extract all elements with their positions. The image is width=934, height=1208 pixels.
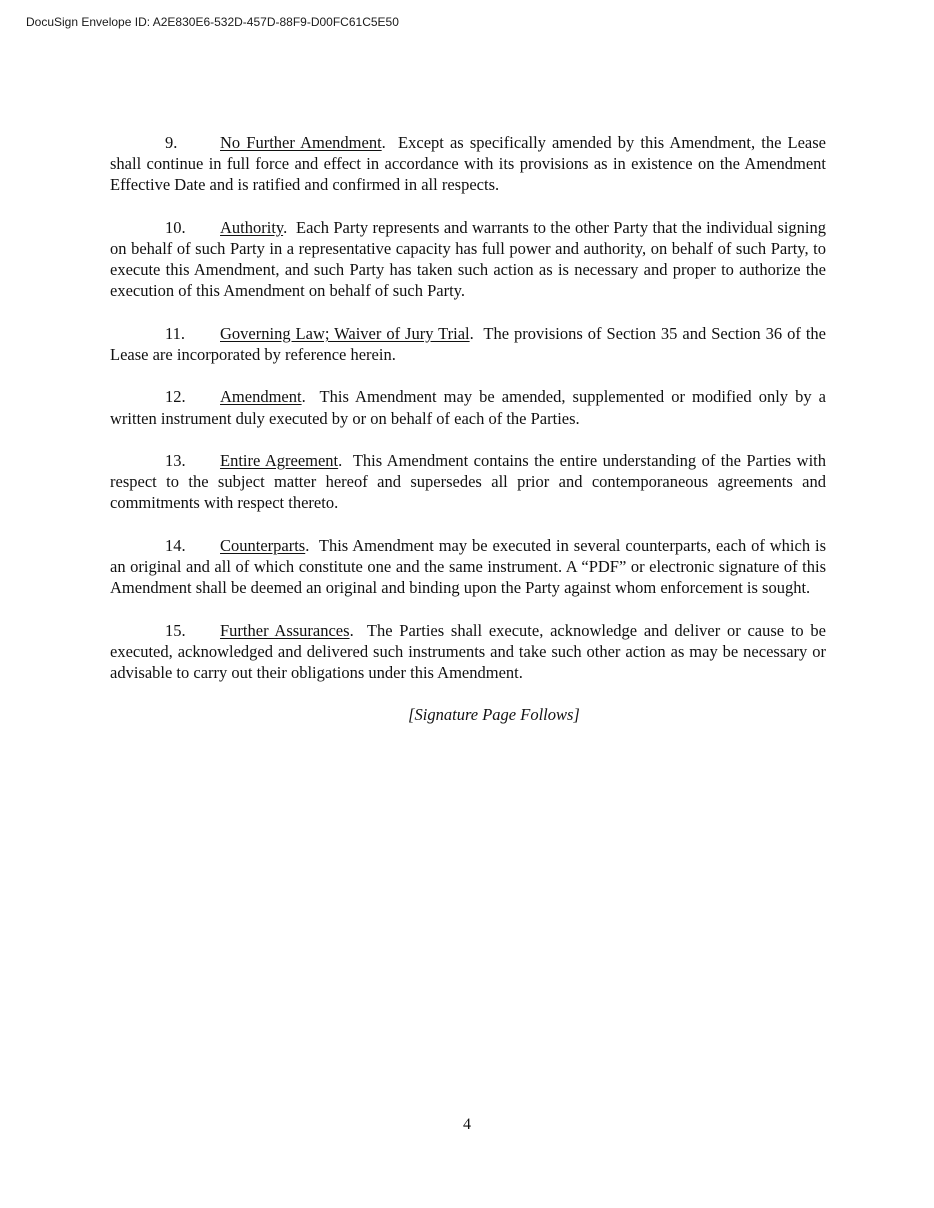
signature-page-follows: [Signature Page Follows] [408,705,580,725]
section-heading: Counterparts [220,535,306,555]
section-number: 13. [165,450,186,470]
section-11: 11. Governing Law; Waiver of Jury Trial. The provisions of Section 35 and Section 36 of the Lease are incorporated by reference herein. [110,323,826,364]
section-13: 13. Entire Agreement. This Amendment contains the entire understanding of the Parties with respect to the subject matter hereof and supersedes all prior and contemporaneous agreements and commitments with respect thereto. [110,450,826,513]
section-text: This Amendment contains the entire understanding of the Parties with respect to the subject matter hereof and supersedes all prior and contemporaneous agreements and commitments with respect thereto. [110,450,826,513]
section-text: Each Party represents and warrants to the other Party that the individual signing on behalf of such Party in a representative capacity has full power and authority, on behalf of such Party, to execute this Amendment, and such Party has taken such action as is necessary and proper to authorize the execution of this Amendment on behalf of such Party. [110,217,826,301]
section-15: 15. Further Assurances. The Parties shall execute, acknowledge and deliver or cause to be executed, acknowledged and delivered such instruments and take such other action as may be necessary or advisable to carry out their obligations under this Amendment. [110,620,827,682]
section-text: The Parties shall execute, acknowledge and deliver or cause to be executed, acknowledged and delivered such instruments and take such other action as may be necessary or advisable to carry out their obligations under this Amendment. [110,620,827,682]
section-14: 14. Counterparts. This Amendment may be executed in several counterparts, each of which is an original and all of which constitute one and the same instrument. A “PDF” or electronic signature of this Amendment shall be deemed an original and binding upon the Party against whom enforcement is sought. [110,535,827,598]
section-number: 15. [165,620,186,640]
section-text: This Amendment may be amended, supplemented or modified only by a written instrument duly executed by or on behalf of each of the Parties. [110,387,826,428]
section-text: The provisions of Section 35 and Section 36 of the Lease are incorporated by reference herein. [110,323,826,364]
section-heading: No Further Amendment [220,133,382,152]
document-body [110,132,826,747]
section-number: 9. [165,133,178,152]
section-heading: Entire Agreement [220,450,339,470]
section-12: 12. Amendment. This Amendment may be amended, supplemented or modified only by a written instrument duly executed by or on behalf of each of the Parties. [110,387,826,428]
section-number: 14. [165,535,186,555]
section-10: 10. Authority. Each Party represents and warrants to the other Party that the individual signing on behalf of such Party in a representative capacity has full power and authority, on behalf of such Party, to execute this Amendment, and such Party has taken such action as is necessary and proper to authorize the execution of this Amendment on behalf of such Party. [110,217,826,301]
section-number: 10. [165,217,186,237]
docusign-envelope-id: DocuSign Envelope ID: A2E830E6-532D-457D-88F9-D00FC61C5E50 [26,15,399,29]
section-9: 9. No Further Amendment. Except as specifically amended by this Amendment, the Lease shall continue in full force and effect in accordance with its provisions as in existence on the Amendment Effective Date and is ratified and confirmed in all respects. [110,133,826,195]
section-heading: Governing Law; Waiver of Jury Trial [220,323,470,343]
section-number: 11. [165,323,186,343]
section-heading: Further Assurances [220,620,350,640]
page-number: 4 [463,1116,471,1133]
section-heading: Amendment [220,387,302,407]
section-heading: Authority [220,217,284,237]
section-number: 12. [165,387,186,407]
section-text: Except as specifically amended by this Amendment, the Lease shall continue in full force and effect in accordance with its provisions as in existence on the Amendment Effective Date and is ratified and confirmed in all respects. [110,133,826,195]
section-text: This Amendment may be executed in several counterparts, each of which is an original and all of which constitute one and the same instrument. A “PDF” or electronic signature of this Amendment shall be deemed an original and binding upon the Party against whom enforcement is sought. [110,535,827,598]
